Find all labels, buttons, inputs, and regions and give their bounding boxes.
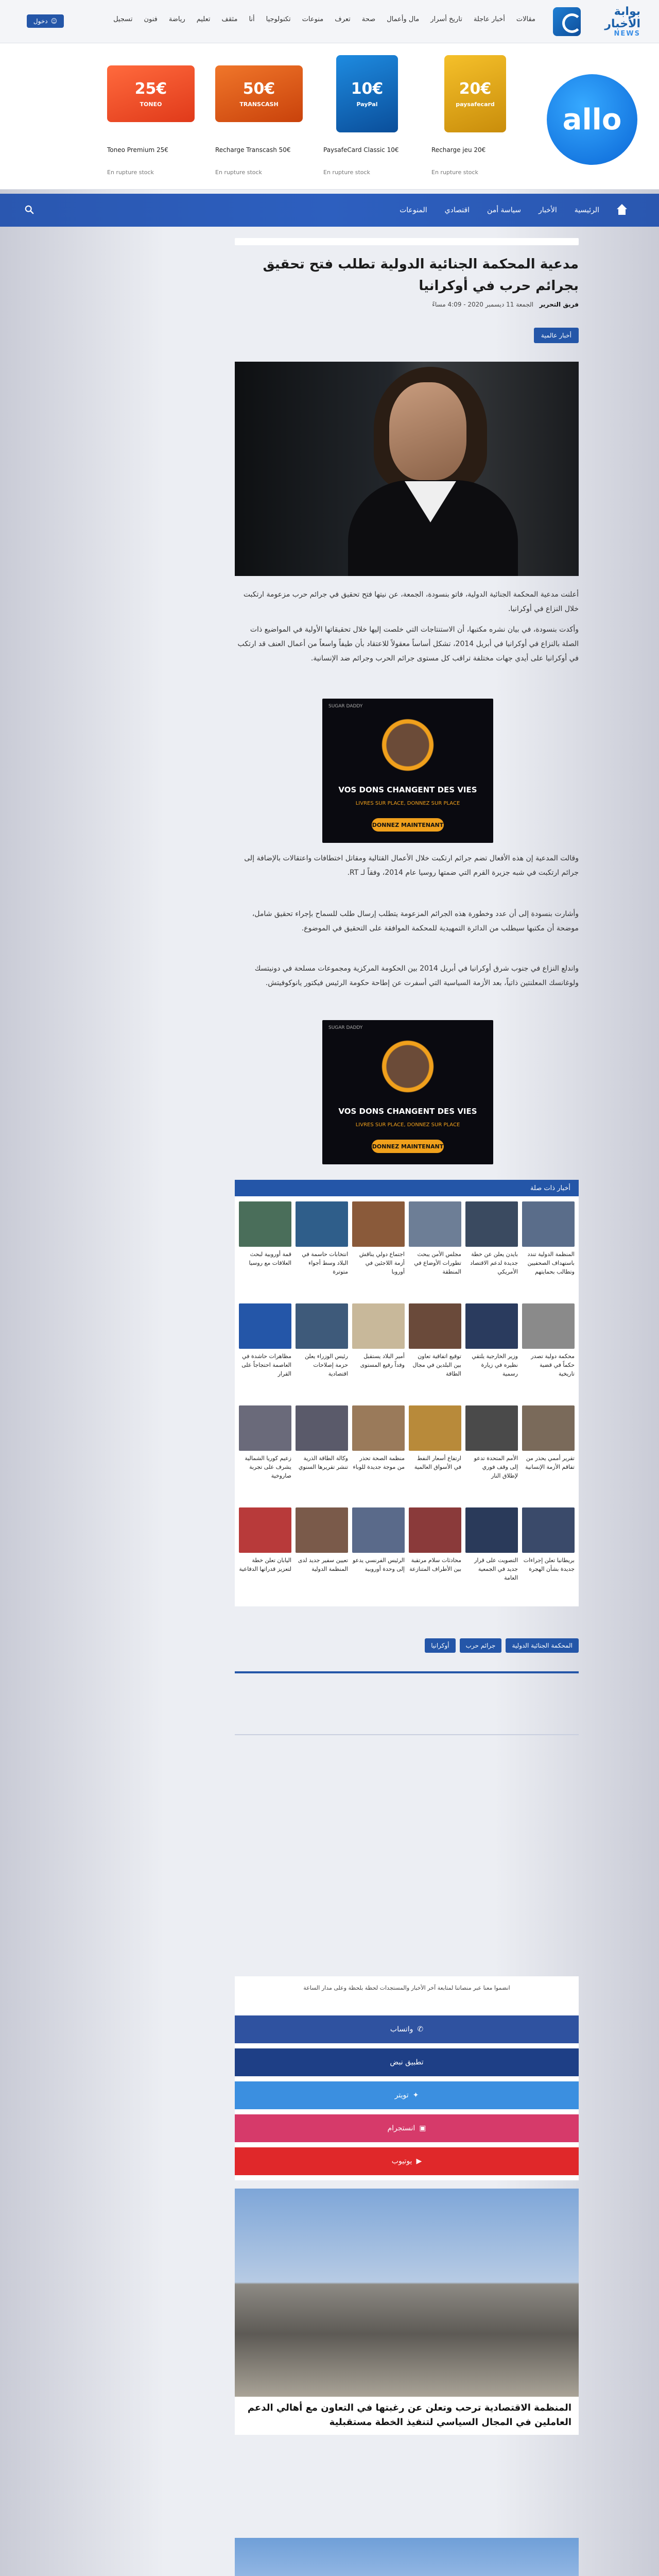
ad-headline: VOS DONS CHANGENT DES VIES <box>338 785 477 794</box>
article-date: الجمعة 11 ديسمبر 2020 - 4:09 مساءً <box>432 301 534 308</box>
related-title[interactable]: الرئيس الفرنسي يدعو إلى وحدة أوروبية <box>352 1557 405 1572</box>
login-label: دخول <box>33 18 48 25</box>
related-title[interactable]: مجلس الأمن يبحث تطورات الأوضاع في المنطقة <box>414 1251 461 1275</box>
related-thumbnail[interactable] <box>296 1507 348 1553</box>
youtube-button[interactable] <box>235 2147 579 2175</box>
product-title[interactable]: Recharge jeu 20€ <box>431 146 486 154</box>
instagram-icon: ▣ <box>419 2124 426 2132</box>
related-thumbnail[interactable] <box>296 1303 348 1349</box>
main-nav <box>0 194 659 227</box>
related-item[interactable] <box>465 1405 518 1507</box>
related-title[interactable]: توقيع اتفاقية تعاون بين البلدين في مجال الطاقة <box>412 1353 461 1377</box>
related-item[interactable] <box>522 1405 575 1507</box>
card-brand: TONEO <box>140 101 162 108</box>
product-image <box>210 47 308 140</box>
youtube-icon: ▶ <box>416 2157 422 2165</box>
ad-subtitle: LIVRES SUR PLACE, DONNEZ SUR PLACE <box>355 801 460 806</box>
related-thumbnail[interactable] <box>296 1405 348 1451</box>
site-logo[interactable] <box>553 5 640 38</box>
related-news <box>235 1180 579 1606</box>
logo-mark-icon <box>553 7 581 36</box>
top-nav-item[interactable]: تاريخ أسرار <box>430 15 462 23</box>
main-nav-item[interactable]: الأخبار <box>538 206 557 214</box>
top-nav-item[interactable]: تعليم <box>196 15 211 23</box>
related-thumbnail[interactable] <box>409 1303 461 1349</box>
top-bar <box>0 0 659 43</box>
share-label: تطبيق نبض <box>390 2058 424 2066</box>
tag[interactable]: المحكمة الجنائية الدولية <box>506 1638 579 1653</box>
article-paragraph: واندلع النزاع في جنوب شرق أوكرانيا في أبريل 2014 بين الحكومة المركزية ومجموعات مسلحة في دونيتسك ولوغانسك المعلنتين ذاتياً، بعد الأزمة السياسية التي أسفرت عن إطاحة حكومة الرئيس فيكتور يانوكوفيتش. <box>254 964 579 987</box>
related-item[interactable] <box>352 1201 405 1303</box>
related-item[interactable] <box>409 1507 461 1609</box>
product-image <box>318 47 416 140</box>
related-title[interactable]: ارتفاع أسعار النفط في الأسواق العالمية <box>414 1455 461 1470</box>
related-title[interactable]: الأمم المتحدة تدعو إلى وقف فوري لإطلاق النار <box>474 1455 518 1479</box>
top-nav-item[interactable]: مال وأعمال <box>387 15 420 23</box>
related-thumbnail[interactable] <box>296 1201 348 1247</box>
product-title[interactable]: PaysafeCard Classic 10€ <box>323 146 399 154</box>
related-title[interactable]: مظاهرات حاشدة في العاصمة احتجاجاً على القرار <box>241 1353 291 1377</box>
related-thumbnail[interactable] <box>239 1201 291 1247</box>
category-button[interactable]: أخبار عالمية <box>534 328 579 343</box>
related-item[interactable] <box>239 1405 291 1507</box>
related-title[interactable]: وزير الخارجية يلتقي نظيره في زيارة رسمية <box>472 1353 518 1377</box>
related-item[interactable] <box>409 1303 461 1405</box>
toneo-card-image <box>107 65 195 122</box>
related-title[interactable]: منظمة الصحة تحذر من موجة جديدة للوباء <box>353 1455 405 1470</box>
related-item[interactable] <box>296 1405 348 1507</box>
share-label: انستجرام <box>387 2124 415 2132</box>
card-brand: TRANSCASH <box>239 101 279 108</box>
top-nav-item[interactable]: تسجيل <box>113 15 133 23</box>
product-image <box>426 47 524 140</box>
top-nav-item[interactable]: تكنولوجيا <box>266 15 291 23</box>
advertisement[interactable] <box>322 1020 493 1164</box>
tag[interactable]: جرائم حرب <box>460 1638 502 1653</box>
main-nav-items <box>400 194 627 227</box>
ad-image <box>377 714 439 776</box>
share-label: تويتر <box>394 2091 409 2099</box>
related-item[interactable] <box>239 1303 291 1405</box>
article-paragraph: وقالت المدعية إن هذه الأفعال تضم جرائم ارتكبت خلال الأعمال القتالية ومقاتل اختطافات واعتقالات بالإضافة إلى جرائم ارتكبت في شبه جزيرة القرم التي ضمتها روسيا عام 2014، وفقاً لـ RT. <box>244 854 579 877</box>
related-title[interactable]: المنظمة الدولية تندد باستهداف الصحفيين وتطالب بحمايتهم <box>527 1251 575 1275</box>
related-thumbnail[interactable] <box>409 1405 461 1451</box>
top-nav-item[interactable]: تعرف <box>335 15 351 23</box>
share-label: واتساب <box>390 2025 413 2033</box>
user-icon: ☺ <box>50 18 58 25</box>
related-title[interactable]: بايدن يعلن عن خطة جديدة لدعم الاقتصاد الأمريكي <box>470 1251 518 1275</box>
main-nav-item[interactable]: الرئيسية <box>574 206 599 214</box>
related-grid <box>235 1196 579 1609</box>
top-nav-item[interactable]: رياضة <box>168 15 185 23</box>
card-amount: 25€ <box>134 80 167 98</box>
related-item[interactable] <box>352 1303 405 1405</box>
related-item[interactable] <box>522 1201 575 1303</box>
related-title[interactable]: وكالة الطاقة الذرية تنشر تقريرها السنوي <box>298 1455 348 1470</box>
product-card[interactable] <box>210 47 308 187</box>
product-stock: En rupture stock <box>323 169 370 176</box>
related-title[interactable]: التصويت على قرار جديد في الجمعية العامة <box>474 1557 518 1581</box>
main-nav-item[interactable]: اقتصادي <box>444 206 470 214</box>
allo-banner[interactable] <box>545 74 637 167</box>
related-item[interactable] <box>409 1405 461 1507</box>
main-nav-item[interactable]: سياسة أمن <box>487 206 521 214</box>
related-item[interactable] <box>352 1507 405 1609</box>
section-divider <box>235 1734 579 1735</box>
tag[interactable]: أوكرانيا <box>425 1638 455 1653</box>
related-item[interactable] <box>465 1507 518 1609</box>
whatsapp-icon: ✆ <box>417 2025 424 2033</box>
product-card[interactable] <box>318 47 416 187</box>
main-nav-item[interactable]: المنوعات <box>400 206 427 214</box>
related-item[interactable] <box>465 1303 518 1405</box>
ad-brand: SUGAR DADDY <box>328 1025 363 1030</box>
share-label: يوتيوب <box>391 2157 412 2165</box>
related-title[interactable]: تعيين سفير جديد لدى المنظمة الدولية <box>298 1557 348 1572</box>
top-nav-item[interactable]: مقالات <box>516 15 535 23</box>
transcash-card-image <box>215 65 303 122</box>
related-heading: أخبار ذات صلة <box>235 1180 579 1196</box>
top-nav-item[interactable]: مثقف <box>221 15 238 23</box>
ad-subtitle: LIVRES SUR PLACE, DONNEZ SUR PLACE <box>355 1122 460 1128</box>
feature-image <box>235 2189 579 2397</box>
related-thumbnail[interactable] <box>409 1201 461 1247</box>
product-stock: En rupture stock <box>431 169 478 176</box>
follow-box <box>235 1976 579 2180</box>
follow-note: انضموا معنا عبر منصاتنا لمتابعة آخر الأخبار والمستجدات لحظة بلحظة وعلى مدار الساعة <box>303 1985 510 1991</box>
related-title[interactable]: زعيم كوريا الشمالية يشرف على تجربة صاروخية <box>245 1455 291 1479</box>
related-item[interactable] <box>296 1303 348 1405</box>
home-icon[interactable] <box>617 205 627 215</box>
breadcrumb <box>235 238 579 245</box>
related-title[interactable]: اليابان تعلن خطة لتعزيز قدراتها الدفاعية <box>239 1557 291 1572</box>
related-thumbnail[interactable] <box>522 1303 575 1349</box>
feature-card[interactable] <box>235 2538 579 2576</box>
nabd-button[interactable] <box>235 2048 579 2076</box>
related-item[interactable] <box>409 1201 461 1303</box>
related-title[interactable]: رئيس الوزراء يعلن حزمة إصلاحات اقتصادية <box>304 1353 348 1377</box>
feature-title[interactable]: المنظمة الاقتصادية ترحب وتعلن عن رغبتها في التعاون مع أهالي الدعم العاملين في المجال السياسي لتنفيذ الخطة مستقبلية <box>247 2402 571 2428</box>
related-title[interactable]: بريطانيا تعلن إجراءات جديدة بشأن الهجرة <box>523 1557 575 1572</box>
related-thumbnail[interactable] <box>239 1507 291 1553</box>
search-icon[interactable] <box>25 205 34 214</box>
top-nav-item[interactable]: منوعات <box>302 15 324 23</box>
related-thumbnail[interactable] <box>522 1507 575 1553</box>
ad-brand: SUGAR DADDY <box>328 704 363 709</box>
product-title[interactable]: Toneo Premium 25€ <box>107 146 168 154</box>
logo-text <box>585 6 640 38</box>
related-item[interactable] <box>296 1507 348 1609</box>
allo-logo: allo <box>547 74 637 165</box>
hero-face <box>389 382 466 480</box>
related-item[interactable] <box>465 1201 518 1303</box>
article-paragraph: أعلنت مدعية المحكمة الجنائية الدولية، فاتو بنسودة، الجمعة، عن نيتها فتح تحقيق في جرائم حرب مزعومة ارتكبت خلال النزاع في أوكرانيا. <box>243 590 579 613</box>
article-paragraph: وأشارت بنسودة إلى أن عدد وخطورة هذه الجرائم المزعومة يتطلب إرسال طلب للسماح بإجراء تحقيق شامل، موضحة أن مكتبها سيطلب من الدائرة التمهيدية للمحكمة الموافقة على التحقيق في الموضوع. <box>252 910 579 933</box>
section-divider <box>235 1671 579 1673</box>
related-title[interactable]: تقرير أممي يحذر من تفاقم الأزمة الإنسانية <box>525 1455 575 1470</box>
product-stock: En rupture stock <box>107 169 154 176</box>
product-image <box>102 47 200 140</box>
related-title[interactable]: اجتماع دولي يناقش أزمة اللاجئين في أوروبا <box>359 1251 405 1275</box>
ad-headline: VOS DONS CHANGENT DES VIES <box>338 1107 477 1116</box>
product-stock: En rupture stock <box>215 169 262 176</box>
whatsapp-button[interactable] <box>235 2015 579 2043</box>
card-brand: PayPal <box>356 101 378 108</box>
related-thumbnail[interactable] <box>522 1201 575 1247</box>
related-item[interactable] <box>352 1405 405 1507</box>
card-brand: paysafecard <box>456 101 495 108</box>
related-thumbnail[interactable] <box>465 1201 518 1247</box>
top-nav-item[interactable]: صحة <box>361 15 376 23</box>
related-title[interactable]: محكمة دولية تصدر حكماً في قضية تاريخية <box>531 1353 575 1377</box>
login-button[interactable] <box>27 14 64 28</box>
related-item[interactable] <box>296 1201 348 1303</box>
related-thumbnail[interactable] <box>409 1507 461 1553</box>
article-meta <box>235 301 579 308</box>
related-item[interactable] <box>522 1303 575 1405</box>
tag-list <box>425 1638 579 1653</box>
ad-image <box>377 1036 439 1097</box>
related-item[interactable] <box>239 1507 291 1609</box>
related-thumbnail[interactable] <box>465 1405 518 1451</box>
product-card[interactable] <box>102 47 200 187</box>
advertisement[interactable] <box>322 699 493 843</box>
article-title: مدعية المحكمة الجنائية الدولية تطلب فتح تحقيق بجرائم حرب في أوكرانيا <box>263 257 579 294</box>
top-nav-item[interactable]: أنا <box>249 15 255 23</box>
top-nav-item[interactable]: أخبار عاجلة <box>473 15 505 23</box>
twitter-button[interactable] <box>235 2081 579 2109</box>
product-ad-strip <box>0 43 659 190</box>
paysafe-card-image <box>444 55 506 132</box>
article-hero-image <box>235 362 579 576</box>
paypal-card-image <box>336 55 398 132</box>
related-thumbnail[interactable] <box>239 1303 291 1349</box>
card-amount: 10€ <box>351 80 384 98</box>
top-nav-item[interactable]: فنون <box>144 15 158 23</box>
related-thumbnail[interactable] <box>352 1303 405 1349</box>
ad-cta-button[interactable]: DONNEZ MAINTENANT <box>372 818 444 832</box>
card-amount: 50€ <box>242 80 275 98</box>
feature-image <box>235 2538 579 2576</box>
related-thumbnail[interactable] <box>239 1405 291 1451</box>
ad-cta-button[interactable]: DONNEZ MAINTENANT <box>372 1140 444 1153</box>
related-title[interactable]: محادثات سلام مرتقبة بين الأطراف المتنازعة <box>409 1557 461 1572</box>
related-thumbnail[interactable] <box>352 1201 405 1247</box>
article-author[interactable]: فريق التحرير <box>539 301 579 308</box>
related-title[interactable]: أمير البلاد يستقبل وفداً رفيع المستوى <box>360 1353 405 1368</box>
logo-english: NEWS <box>614 30 640 38</box>
article-paragraph: وأكدت بنسودة، في بيان نشره مكتبها، أن الاستنتاجات التي خلصت إليها خلال تحقيقاتها الأولية في المواضيع ذات الصلة بالنزاع في أوكرانيا في أبريل 2014، تشكل أساساً معقولاً للاعتقاد بأن طيفاً واسعاً من أعمال العنف قد ارتكب في أوكرانيا على أيدي جهات مختلفة تراقب كل مستوى جرائم الحرب وجرائم ضد الإنسانية. <box>237 625 579 663</box>
card-amount: 20€ <box>459 80 492 98</box>
product-list <box>102 47 524 187</box>
related-title[interactable]: قمة أوروبية لبحث العلاقات مع روسيا <box>249 1251 291 1266</box>
product-title[interactable]: Recharge Transcash 50€ <box>215 146 291 154</box>
related-thumbnail[interactable] <box>352 1507 405 1553</box>
product-card[interactable] <box>426 47 524 187</box>
instagram-button[interactable] <box>235 2114 579 2142</box>
related-item[interactable] <box>239 1201 291 1303</box>
related-thumbnail[interactable] <box>465 1303 518 1349</box>
related-thumbnail[interactable] <box>465 1507 518 1553</box>
related-title[interactable]: انتخابات حاسمة في البلاد وسط أجواء متوترة <box>302 1251 348 1275</box>
logo-arabic: بوابة الأخبار <box>604 5 640 30</box>
feature-card[interactable] <box>235 2189 579 2435</box>
twitter-icon: ✦ <box>412 2091 419 2099</box>
top-nav <box>113 15 535 23</box>
related-thumbnail[interactable] <box>352 1405 405 1451</box>
related-thumbnail[interactable] <box>522 1405 575 1451</box>
related-item[interactable] <box>522 1507 575 1609</box>
